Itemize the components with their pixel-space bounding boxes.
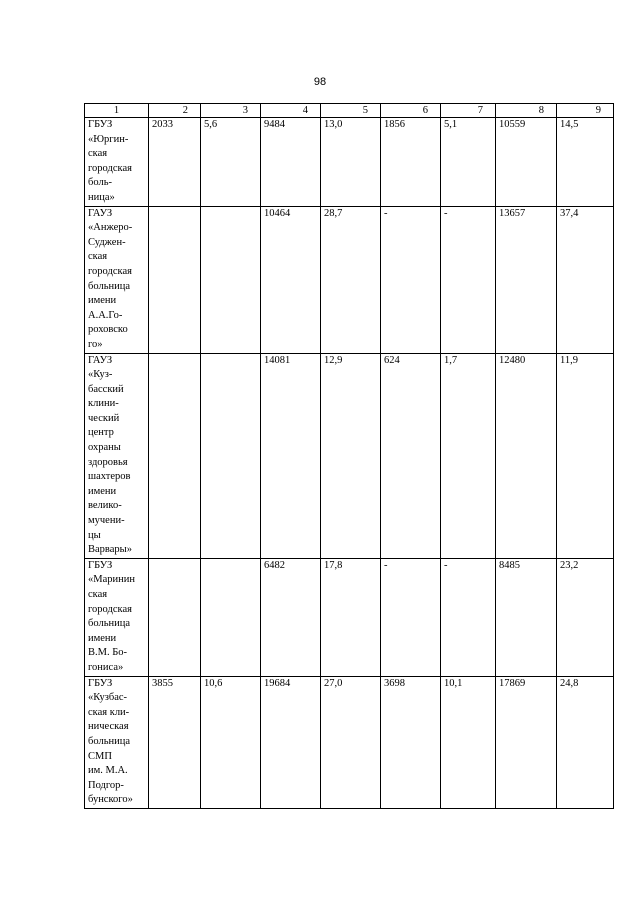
value-cell: 17869	[496, 676, 557, 808]
value-cell	[201, 353, 261, 558]
value-cell: 14081	[261, 353, 321, 558]
value-cell: 19684	[261, 676, 321, 808]
hospital-name-cell: ГАУЗ «Анжеро- Суджен- ская городская больница имени А.А.Го- роховско го»	[85, 206, 149, 353]
value-cell: 3855	[149, 676, 201, 808]
value-cell: 9484	[261, 118, 321, 207]
value-cell: 5,6	[201, 118, 261, 207]
table-row	[85, 206, 614, 353]
value-cell	[201, 206, 261, 353]
statistics-table	[84, 103, 614, 809]
value-cell: 37,4	[557, 206, 614, 353]
value-cell: 12480	[496, 353, 557, 558]
column-header: 1	[85, 104, 149, 118]
column-header: 8	[496, 104, 557, 118]
value-cell	[201, 558, 261, 676]
value-cell: -	[441, 558, 496, 676]
value-cell: 6482	[261, 558, 321, 676]
column-header: 4	[261, 104, 321, 118]
value-cell: 10,6	[201, 676, 261, 808]
value-cell: 17,8	[321, 558, 381, 676]
value-cell: -	[381, 558, 441, 676]
value-cell: 24,8	[557, 676, 614, 808]
value-cell: -	[441, 206, 496, 353]
hospital-name-cell: ГБУЗ «Юргин- ская городская боль- ница»	[85, 118, 149, 207]
value-cell: 10464	[261, 206, 321, 353]
column-header: 9	[557, 104, 614, 118]
column-header: 7	[441, 104, 496, 118]
value-cell: 8485	[496, 558, 557, 676]
hospital-name-cell: ГБУЗ «Маринин ская городская больница имени В.М. Бо- гониса»	[85, 558, 149, 676]
value-cell: 1,7	[441, 353, 496, 558]
value-cell: 3698	[381, 676, 441, 808]
value-cell: 28,7	[321, 206, 381, 353]
value-cell: 2033	[149, 118, 201, 207]
hospital-name-cell: ГАУЗ «Куз- басский клини- ческий центр охраны здоровья шахтеров имени велико- мучени- цы Варвары»	[85, 353, 149, 558]
value-cell: 1856	[381, 118, 441, 207]
column-number-row	[85, 104, 614, 118]
value-cell: 14,5	[557, 118, 614, 207]
table-row	[85, 118, 614, 207]
value-cell	[149, 206, 201, 353]
table-row	[85, 353, 614, 558]
column-header: 5	[321, 104, 381, 118]
value-cell	[149, 558, 201, 676]
value-cell: 10,1	[441, 676, 496, 808]
value-cell: 12,9	[321, 353, 381, 558]
value-cell: 13657	[496, 206, 557, 353]
value-cell: 27,0	[321, 676, 381, 808]
table-row	[85, 676, 614, 808]
value-cell: 10559	[496, 118, 557, 207]
table-row	[85, 558, 614, 676]
value-cell: 23,2	[557, 558, 614, 676]
value-cell: 13,0	[321, 118, 381, 207]
value-cell	[149, 353, 201, 558]
value-cell: 624	[381, 353, 441, 558]
hospital-name-cell: ГБУЗ «Кузбас- ская кли- ническая больница СМП им. М.А. Подгор- бунского»	[85, 676, 149, 808]
column-header: 2	[149, 104, 201, 118]
column-header: 3	[201, 104, 261, 118]
value-cell: 11,9	[557, 353, 614, 558]
value-cell: 5,1	[441, 118, 496, 207]
page-number: 98	[313, 76, 327, 88]
column-header: 6	[381, 104, 441, 118]
value-cell: -	[381, 206, 441, 353]
